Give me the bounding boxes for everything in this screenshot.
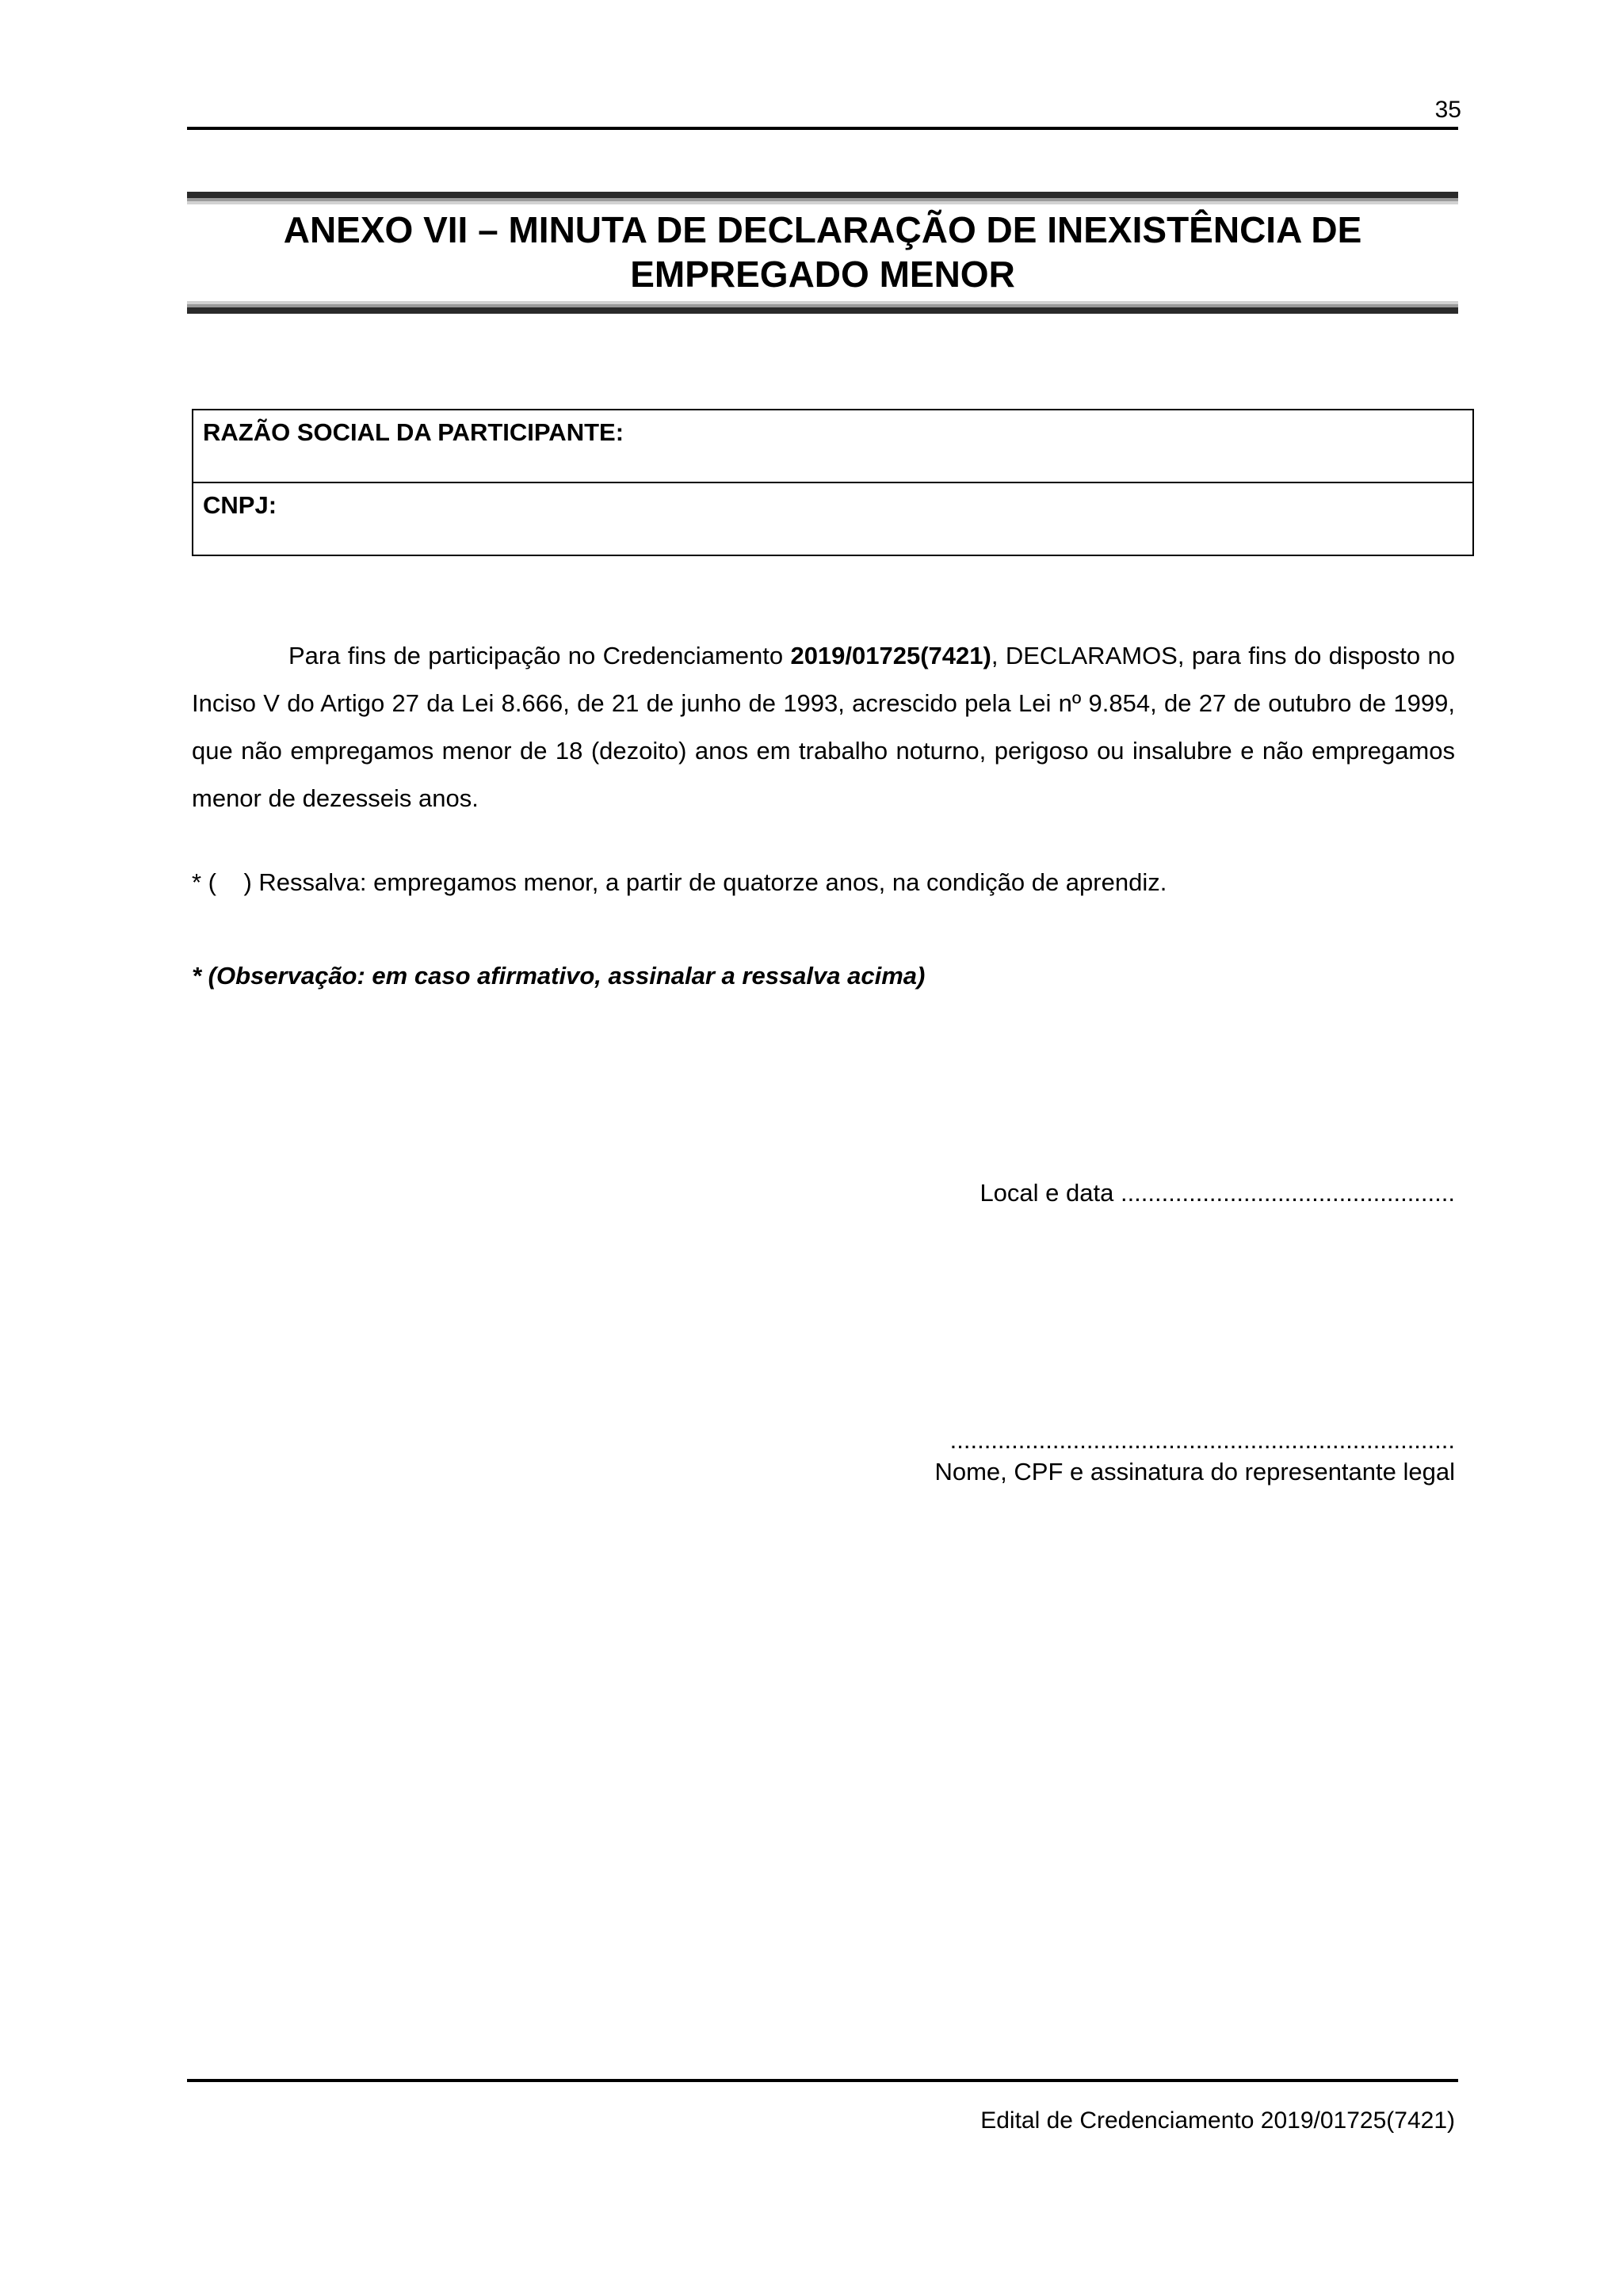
ressalva-option[interactable]: * ( ) Ressalva: empregamos menor, a partir de quatorze anos, na condição de aprendiz. bbox=[192, 868, 1167, 896]
footer-text: Edital de Credenciamento 2019/01725(7421) bbox=[980, 2107, 1455, 2134]
declaration-intro: Para fins de participação no Credenciamento bbox=[288, 642, 791, 669]
table-row bbox=[193, 410, 1473, 482]
process-number: 2019/01725(7421) bbox=[790, 642, 991, 669]
razao-social-field[interactable]: RAZÃO SOCIAL DA PARTICIPANTE: bbox=[193, 410, 1473, 482]
title-line-2: EMPREGADO MENOR bbox=[630, 254, 1015, 295]
title-line-1: ANEXO VII – MINUTA DE DECLARAÇÃO DE INEXISTÊNCIA DE bbox=[283, 209, 1362, 250]
footer-rule bbox=[187, 2079, 1458, 2082]
page-number: 35 bbox=[1434, 97, 1461, 123]
title-top-border bbox=[187, 192, 1458, 204]
declaration-paragraph bbox=[192, 632, 1455, 822]
signature-label: Nome, CPF e assinatura do representante legal bbox=[934, 1458, 1455, 1486]
title-bottom-border bbox=[187, 301, 1458, 314]
signature-line[interactable]: .......................................................................... bbox=[949, 1426, 1455, 1454]
cnpj-field[interactable]: CNPJ: bbox=[193, 482, 1473, 555]
document-title bbox=[187, 208, 1458, 296]
local-data-field[interactable]: Local e data ................................................. bbox=[980, 1179, 1455, 1207]
declaration-text: , DECLARAMOS, para fins do disposto no Inciso V do Artigo 27 da Lei 8.666, de 21 de junho de 1993, acrescido pela Lei nº 9.854, de 27 de outubro de 1999, que não empregamos menor de 18 (dezoito) anos em trabalho noturno, perigoso ou insalubre e não empregamos menor de dezesseis anos. bbox=[192, 642, 1455, 812]
observacao-note: * (Observação: em caso afirmativo, assinalar a ressalva acima) bbox=[192, 962, 926, 990]
header-rule bbox=[187, 127, 1458, 130]
table-row bbox=[193, 482, 1473, 555]
participant-info-table bbox=[192, 409, 1474, 556]
